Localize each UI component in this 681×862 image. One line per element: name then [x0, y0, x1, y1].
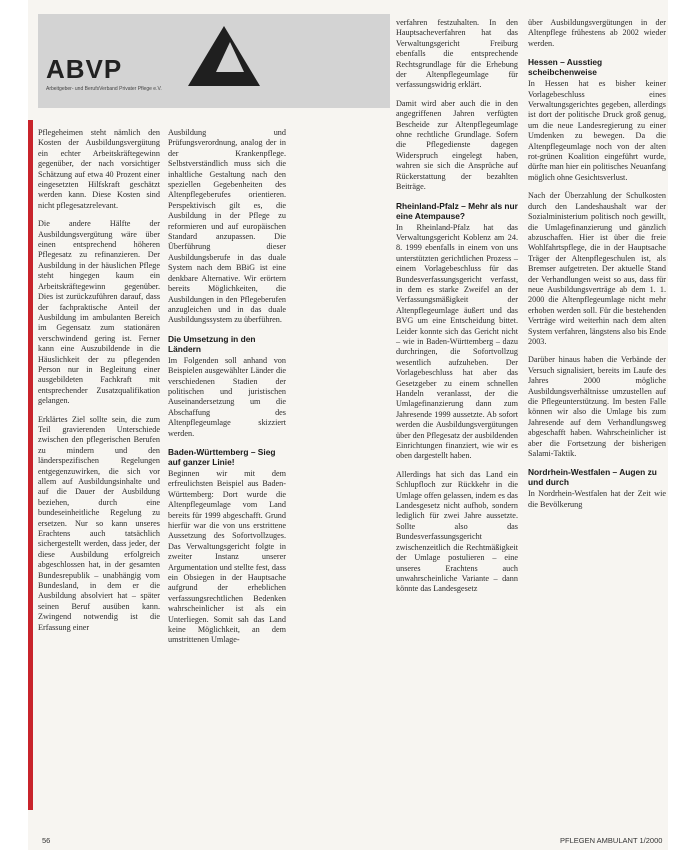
logo-subtitle: Arbeitgeber- und BerufsVerband Privater Pflege e.V. — [46, 86, 162, 92]
section-heading: Nordrhein-Westfalen – Augen zu und durch — [528, 467, 657, 488]
paragraph: Allerdings hat sich das Land ein Schlupfloch zur Rückkehr in die Umlage offen gelassen, indem es das Landesgesetz nicht aufhob, sondern lediglich für zwei Jahre aussetzte. Sollte also das Bundesverfassungsgericht zwischenzeitlich die Rechtmäßigkeit der Umlage postulieren – eine unseres Erachtens auch unwahrscheinliche Variante – dann könnte das Landesgesetz — [396, 469, 518, 594]
paragraph: Nach der Überzahlung der Schulkosten durch den Landeshaushalt war der Sozialministerium politisch noch gewillt, die Umlagefinanzierung und gänzlich abzuschaffen. Hier ist über die freie Wohlfahrtspflege, die in der Hauptsache Träger der Altenpflegeschulen ist, als Bremser aufgetreten. Der aktuelle Stand der Verhandlungen weist so aus, dass für neue Ausbildungsverträge ab dem 1. 1. 2000 die Altenpflegeumlage nicht mehr erhoben werden soll. Für die bestehenden Verträge wird weiterhin nach dem alten System verfahren, längstens also bis Ende 2003. — [528, 191, 666, 346]
page-number: 56 — [42, 836, 51, 845]
section-heading: Baden-Württemberg – Sieg auf ganzer Linie! — [168, 446, 276, 467]
paragraph: Darüber hinaus haben die Verbände der Versuch signalisiert, bereits im Laufe des Jahres 2000 mögliche Ausbildungsverhältnisse umzustellen auf die Pflegeunterstützung. Im besten Falle können wir also die Umlage bis zum Jahresende auf dem Verhandlungsweg abgeschafft haben. Wahrscheinlicher ist aber die Fortsetzung der bisherigen Salami-Taktik. — [528, 355, 666, 459]
paragraph: über Ausbildungsvergütungen in der Altenpflege frühestens ab 2002 wieder werden. — [528, 18, 666, 48]
section-heading: Die Umsetzung in den Ländern — [168, 333, 256, 354]
column-3 — [396, 18, 518, 603]
paragraph: Die andere Hälfte der Ausbildungsvergütung wäre über einen entsprechend höheren Pflegesatz zu refinanzieren. Der Ausbildung in der häuslichen Pflege steht hingegen kaum ein Arbeitskräftegewinn gegenüber. Dies ist zurückzuführen darauf, dass der fachpraktische Anteil der Ausbildung im ambulanten Bereich im Gegensatz zum stationären verschwindend gering ist. Ferner kann eine Auszubildende in die Häuslichkeit der zu pflegenden Person nur in Begleitung einer ausgebildeten Fachkraft mit entsprechender Zusatzqualifikation gelangen. — [38, 219, 160, 406]
column-2 — [168, 128, 286, 654]
paragraph: Ausbildung und Prüfungsverordnung, analog der in der Krankenpflege. Selbstverständlich muss sich die inhaltliche Gestaltung nach den speziellen Gegebenheiten des Altenpflegeberufes orientieren. Perspektivisch gilt es, die Ausbildung in der Pflege zu reformieren und auf europäischen Standard anzupassen. Die Überführung dieser Ausbildungsberufe in das duale System nach dem BBiG ist eine denkbare Alternative. Wir erörtern bereits Möglichkeiten, die Ausbildungen in den Pflegeberufen anzugleichen und in das duale Ausbildungssystem zu überführen. — [168, 128, 286, 325]
paragraph: verfahren festzuhalten. In den Hauptsacheverfahren hat das Verwaltungsgericht Freiburg ebenfalls die entsprechende Rechtsgrundlage für die Erhebung der Altenpflegeumlage für verfassungswidrig erklärt. — [396, 18, 518, 90]
paragraph: In Rheinland-Pfalz hat das Verwaltungsgericht Koblenz am 24. 8. 1999 ebenfalls in einem von uns unterstützten gerichtlichen Prozess – einem Vorlagebeschluss für das Bundesverfassungsgericht verfasst, in dem es starke Zweifel an der Verfassungsmäßigkeit der Altenpflegeumlage äußert und das BVG um eine Entscheidung bittet. Leider konnte sich das Gericht nicht – wie in Baden-Württemberg – dazu durchringen, die Sofortvollzug wesentlich aufzuheben. Der Vorlagebeschluss hat aber das Gesetzgeber zu einem schnellen Handeln veranlasst, der die Umlagefinanzierung dann zum Jahresende 1999 aussetzte. Ab sofort werden die Ausbildungsvergütungen über den Pflegesatz der ausbildenden Einrichtungen finanziert, wie wir es oben dargestellt haben. — [396, 222, 518, 461]
paragraph: Damit wird aber auch die in den angegriffenen Jahren verfügten Bescheide zur Altenpflegeumlage ohne rechtliche Grundlage. Sofern die Pflegedienste dagegen Widerspruch eingelegt haben, wahren sie sich die Ansprüche auf Rückerstattung der bezahlten Beiträge. — [396, 98, 518, 192]
red-margin-bar — [28, 120, 33, 810]
paragraph: In Nordrhein-Westfalen hat der Zeit wie die Bevölkerung — [528, 489, 666, 509]
logo-triangle-cutout — [216, 42, 244, 72]
paragraph: Im Folgenden soll anhand von Beispielen ausgewählter Länder die verschiedenen Stadien der politischen und juristischen Auseinandersetzung um die Abschaffung des Altenpflegeumlage skizziert werden. — [168, 355, 286, 438]
paragraph: Erklärtes Ziel sollte sein, die zum Teil gravierenden Unterschiede zwischen den pflegerischen Berufen zu mindern und den länderspezifischen Regelungen entgegenzuwirken, die sich vor allem auf Ausbildungsinhalte und auf die Dauer der Ausbildung beziehen, durch eine bundeseinheitliche Regelung zu ersetzen. Nur so kann unseres Erachtens auch tatsächlich sichergestellt werden, dass jeder, der diese Ausbildung erfolgreich abgeschlossen hat, in der gesamten Bundesrepublik – unabhängig vom Bundesland, in dem er die Ausbildung absolviert hat – später seinen Beruf ausüben kann. Zwingend notwendig ist die Erfassung einer — [38, 414, 160, 632]
journal-footer: PFLEGEN AMBULANT 1/2000 — [560, 836, 663, 845]
section-heading: Rheinland-Pfalz – Mehr als nur eine Atempause? — [396, 200, 518, 221]
logo-name: ABVP — [46, 54, 123, 84]
column-1 — [38, 128, 160, 641]
abvp-logo-block — [38, 14, 390, 108]
column-4 — [528, 18, 666, 518]
paragraph: Pflegeheimen steht nämlich den Kosten der Ausbildungsvergütung ein echter Arbeitskräftegewinn gegenüber, der nach vorsichtiger Schätzung auf etwa 40 Prozent einer eingesetzten Hilfskraft geschätzt werden kann. Diese Kosten sind nicht pflegesatzrelevant. — [38, 128, 160, 210]
paragraph: Beginnen wir mit dem erfreulichsten Beispiel aus Baden-Württemberg: Dort wurde die Altenpflegeumlage vom Land bereits für 1999 abgeschafft. Grund hierfür war die von uns erstrittene Aussetzung des Sofortvollzuges. Das Verwaltungsgericht folgte in zweiter Instanz unserer Argumentation und stellte fest, dass ein Obsiegen in der Hauptsache aufgrund der erheblichen verfassungsrechtlichen Bedenken wahrscheinlicher ist als ein Unterliegen. Somit sah das Land keine Möglichkeit, an dem umstrittenen Umlage- — [168, 468, 286, 645]
paragraph: In Hessen hat es bisher keiner Vorlagebeschluss eines Verwaltungsgerichtes gegeben, allerdings ist dort der politische Druck groß genug, um die neue Landesregierung zu einer Umdenken zu bewegen. Da die Altenpflegeumlage noch von der alten rot-grünen Koalition eingeführt wurde, dürfte man hier ein politisches Neuanfang möglich ohne Gesichtsverlust. — [528, 79, 666, 182]
section-heading: Hessen – Ausstieg scheibchenweise — [528, 57, 603, 78]
